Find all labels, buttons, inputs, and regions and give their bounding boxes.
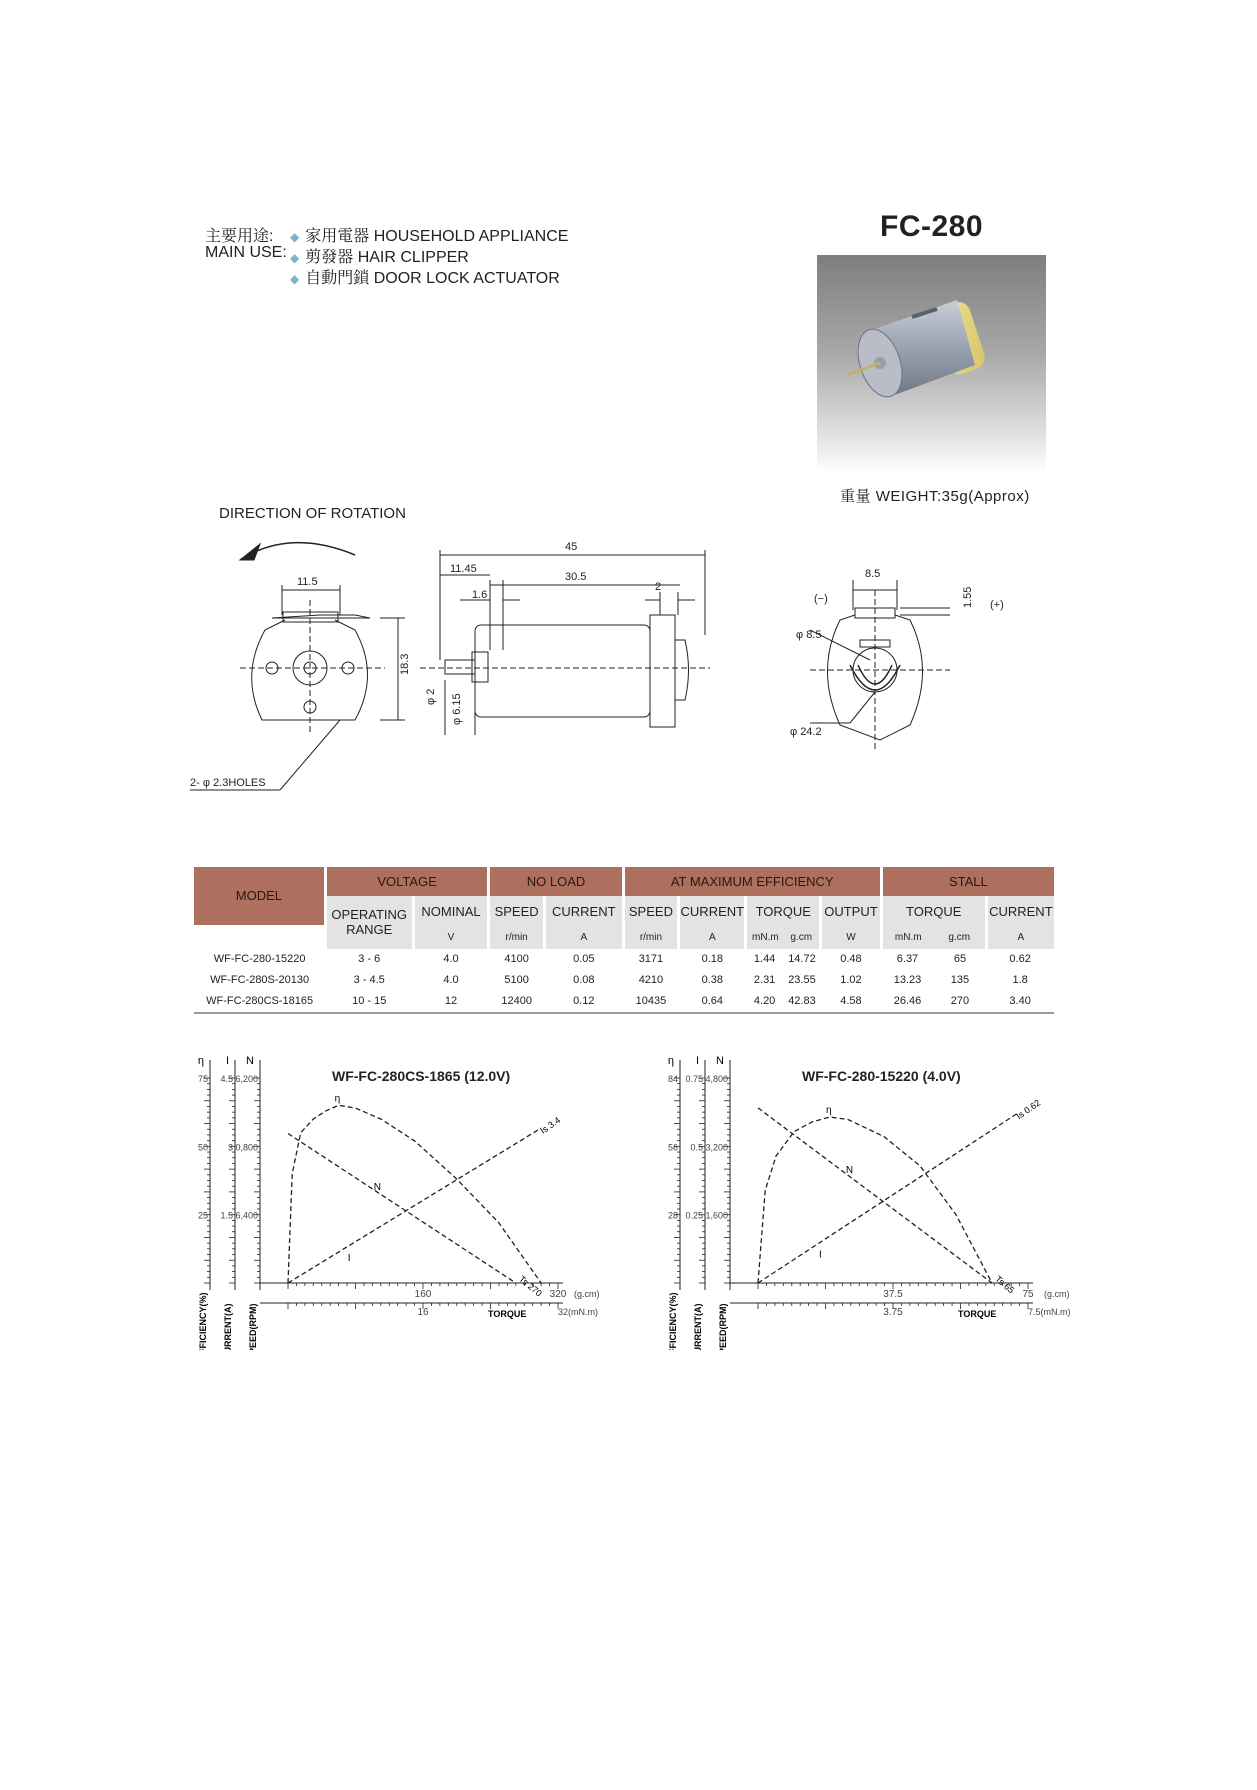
cell-range: 3 - 4.5 xyxy=(353,974,385,986)
efficiency-axis-label: EFFICIENCY(%) xyxy=(668,1292,678,1350)
header-no-load: NO LOAD xyxy=(489,867,623,896)
cell-me-current: 0.18 xyxy=(701,953,724,965)
speed-axis-head: N xyxy=(246,1055,254,1067)
efficiency-tick-label: 84 xyxy=(667,1074,678,1084)
series-line-efficiency xyxy=(288,1105,541,1283)
cell-range: 3 - 6 xyxy=(358,953,381,965)
chart-title: WF-FC-280-15220 (4.0V) xyxy=(802,1068,961,1084)
polarity-plus: (+) xyxy=(990,599,1004,611)
chart-plot xyxy=(660,1050,1080,1350)
speed-tick-label: 6,400 xyxy=(235,1210,258,1221)
cell-st-torque-mnm: 6.37 xyxy=(896,953,919,965)
unit-gcm: g.cm xyxy=(783,926,820,949)
efficiency-axis-head: η xyxy=(197,1055,204,1067)
sub-nl-current: CURRENT xyxy=(544,896,623,926)
cell-me-output: 1.02 xyxy=(840,974,862,986)
x-unit-label: 7.5(mN.m) xyxy=(1028,1307,1071,1317)
unit-a: A xyxy=(544,926,623,949)
series-line-efficiency xyxy=(758,1117,992,1283)
sub-operating-range: OPERATING RANGE xyxy=(325,896,413,949)
technical-drawing xyxy=(190,520,1060,800)
cell-range: 10 - 15 xyxy=(352,995,387,1007)
efficiency-tick-label: 56 xyxy=(667,1142,678,1153)
sub-me-speed: SPEED xyxy=(623,896,679,926)
cell-st-torque-gcm: 65 xyxy=(953,953,967,965)
cell-nl-current: 0.05 xyxy=(573,953,595,965)
efficiency-tick-label: 75 xyxy=(197,1074,208,1084)
dim-rear-width: 8.5 xyxy=(865,568,881,580)
curve-label-current: I xyxy=(819,1249,822,1261)
x-tick-label: 320 xyxy=(549,1289,567,1300)
model-title: FC-280 xyxy=(880,210,984,243)
speed-tick-label: 4,800 xyxy=(705,1074,728,1084)
cell-st-torque-mnm: 13.23 xyxy=(893,974,922,986)
weight-caption: 重量 WEIGHT:35g(Approx) xyxy=(840,488,1030,505)
cell-me-torque-gcm: 14.72 xyxy=(788,953,816,965)
cell-me-current: 0.64 xyxy=(701,995,724,1007)
cell-me-current: 0.38 xyxy=(701,974,724,986)
curve-label-efficiency: η xyxy=(334,1093,341,1105)
current-axis-label: CURRENT(A) xyxy=(223,1303,233,1350)
bullet-icon: ◆ xyxy=(290,230,300,244)
dim-b: 1.6 xyxy=(472,589,488,601)
x-unit-label: 32(mN.m) xyxy=(558,1307,598,1317)
unit-gcm: g.cm xyxy=(934,926,987,949)
header-max-efficiency: AT MAXIMUM EFFICIENCY xyxy=(623,867,881,896)
spec-table xyxy=(194,867,1054,1014)
header-model: MODEL xyxy=(194,867,325,926)
unit-v: V xyxy=(413,926,489,949)
curve-label-current: I xyxy=(347,1252,351,1264)
x-unit-label: (g.cm) xyxy=(1044,1289,1070,1299)
main-use-item-3: ◆ 自動門鎖 DOOR LOCK ACTUATOR xyxy=(290,270,560,287)
cell-me-output: 0.48 xyxy=(840,953,862,965)
efficiency-tick-label: 50 xyxy=(197,1142,208,1153)
unit-rmin: r/min xyxy=(489,926,545,949)
cell-nl-speed: 4100 xyxy=(504,953,529,965)
series-line-current xyxy=(288,1128,541,1283)
speed-tick-label: 0,800 xyxy=(235,1142,258,1153)
header-stall: STALL xyxy=(881,867,1054,896)
main-use-label-en: MAIN USE: xyxy=(205,244,287,261)
dim-boss: φ 6.15 xyxy=(451,693,463,725)
bullet-icon: ◆ xyxy=(290,251,300,265)
speed-tick-label: 3,200 xyxy=(705,1142,728,1153)
cell-st-current: 1.8 xyxy=(1012,974,1028,986)
cell-nl-speed: 12400 xyxy=(501,995,532,1007)
performance-chart-2 xyxy=(660,1050,1080,1350)
current-axis-head: I xyxy=(695,1055,699,1067)
efficiency-tick-label: 28 xyxy=(667,1210,678,1221)
sub-me-output: OUTPUT xyxy=(821,896,882,926)
table-row xyxy=(194,949,1054,970)
curve-label-stall-torque: Ts 270 xyxy=(517,1273,544,1299)
cell-me-torque-gcm: 42.83 xyxy=(788,995,816,1007)
cell-me-torque-mnm: 2.31 xyxy=(753,974,776,986)
cell-st-current: 0.62 xyxy=(1009,953,1031,965)
series-line-speed xyxy=(758,1108,992,1283)
cell-me-torque-mnm: 4.20 xyxy=(753,995,776,1007)
cell-nl-current: 0.08 xyxy=(573,974,595,986)
cell-st-current: 3.40 xyxy=(1009,995,1031,1007)
dim-body: 30.5 xyxy=(565,571,587,583)
current-axis-label: CURRENT(A) xyxy=(693,1303,703,1350)
polarity-minus: (−) xyxy=(814,593,828,605)
unit-rmin: r/min xyxy=(623,926,679,949)
unit-w: W xyxy=(821,926,882,949)
cell-st-torque-gcm: 270 xyxy=(950,995,970,1007)
main-use-item-1: ◆ 家用電器 HOUSEHOLD APPLIANCE xyxy=(290,228,569,245)
speed-axis-label: SPEED(RPM) xyxy=(248,1303,258,1350)
x-tick-label: 3.75 xyxy=(883,1307,903,1318)
x-tick-label: 37.5 xyxy=(883,1289,903,1300)
curve-label-stall-current: Is 0.62 xyxy=(1014,1097,1043,1122)
current-tick-label: 1.5 xyxy=(220,1210,233,1221)
dim-outer: φ 24.2 xyxy=(790,726,822,738)
cell-me-torque-mnm: 1.44 xyxy=(753,953,776,965)
cell-st-torque-gcm: 135 xyxy=(950,974,970,986)
dim-inner: φ 8.5 xyxy=(796,629,822,641)
sub-me-torque: TORQUE xyxy=(746,896,821,926)
efficiency-axis-head: η xyxy=(667,1055,674,1067)
x-tick-label: 16 xyxy=(417,1307,429,1318)
cell-me-speed: 10435 xyxy=(635,995,667,1007)
efficiency-axis-label: EFFICIENCY(%) xyxy=(198,1292,208,1350)
sub-nominal: NOMINAL xyxy=(413,896,489,926)
efficiency-tick-label: 25 xyxy=(197,1210,208,1221)
cell-model: WF-FC-280-15220 xyxy=(213,953,306,965)
current-tick-label: 0.5 xyxy=(690,1142,703,1153)
current-tick-label: 0.75 xyxy=(685,1074,703,1084)
motor-photo xyxy=(817,255,1046,473)
unit-mnm: mN.m xyxy=(746,926,783,949)
x-tick-label: 160 xyxy=(414,1289,432,1300)
current-axis-head: I xyxy=(225,1055,229,1067)
cell-nl-current: 0.12 xyxy=(573,995,595,1007)
cell-nominal: 4.0 xyxy=(443,974,459,986)
chart-plot xyxy=(190,1050,610,1350)
header-voltage: VOLTAGE xyxy=(325,867,489,896)
cell-st-torque-mnm: 26.46 xyxy=(893,995,922,1007)
dim-holes: 2- φ 2.3HOLES xyxy=(190,777,266,789)
unit-a: A xyxy=(679,926,746,949)
x-axis-label: TORQUE xyxy=(958,1309,997,1319)
curve-label-stall-torque: Ts 65 xyxy=(993,1273,1017,1296)
dim-c: 2 xyxy=(655,581,662,593)
speed-tick-label: 1,600 xyxy=(705,1210,728,1221)
speed-tick-label: 6,200 xyxy=(235,1074,258,1084)
main-use-item-2: ◆ 剪發器 HAIR CLIPPER xyxy=(290,249,469,266)
curve-label-stall-current: Is 3.4 xyxy=(538,1114,563,1136)
sub-st-current: CURRENT xyxy=(986,896,1054,926)
current-tick-label: 0.25 xyxy=(685,1210,703,1221)
dim-front-height: 18.3 xyxy=(399,653,411,675)
current-tick-label: 3 xyxy=(227,1142,233,1153)
cell-me-torque-gcm: 23.55 xyxy=(788,974,816,986)
unit-a: A xyxy=(986,926,1054,949)
dim-rear-offset: 1.55 xyxy=(962,586,974,608)
cell-nl-speed: 5100 xyxy=(504,974,529,986)
cell-nominal: 12 xyxy=(444,995,458,1007)
dim-overall: 45 xyxy=(565,541,578,553)
dim-shaft: φ 2 xyxy=(425,688,437,705)
curve-label-efficiency: η xyxy=(826,1105,832,1117)
cell-me-speed: 4210 xyxy=(638,974,664,986)
curve-label-speed: N xyxy=(845,1165,854,1177)
curve-label-speed: N xyxy=(373,1181,381,1193)
sub-nl-speed: SPEED xyxy=(489,896,545,926)
x-unit-label: (g.cm) xyxy=(574,1289,600,1299)
main-use-label-cn: 主要用途: xyxy=(205,228,274,245)
speed-axis-label: SPEED(RPM) xyxy=(718,1303,728,1350)
dim-front-width: 11.5 xyxy=(297,576,318,588)
current-tick-label: 4.5 xyxy=(220,1074,233,1084)
sub-me-current: CURRENT xyxy=(679,896,746,926)
chart-title: WF-FC-280CS-1865 (12.0V) xyxy=(332,1068,511,1084)
cell-nominal: 4.0 xyxy=(443,953,459,965)
direction-label: DIRECTION OF ROTATION xyxy=(219,505,406,522)
series-line-speed xyxy=(288,1134,516,1284)
cell-me-output: 4.58 xyxy=(840,995,862,1007)
x-axis-label: TORQUE xyxy=(488,1309,527,1319)
table-row xyxy=(194,970,1054,991)
dim-a: 11.45 xyxy=(450,563,477,575)
unit-mnm: mN.m xyxy=(881,926,934,949)
bullet-icon: ◆ xyxy=(290,272,300,286)
speed-axis-head: N xyxy=(716,1055,724,1067)
x-tick-label: 75 xyxy=(1022,1289,1034,1300)
cell-me-speed: 3171 xyxy=(638,953,664,965)
cell-model: WF-FC-280S-20130 xyxy=(210,974,310,986)
cell-model: WF-FC-280CS-18165 xyxy=(206,995,314,1007)
sub-st-torque: TORQUE xyxy=(881,896,986,926)
performance-chart-1 xyxy=(190,1050,610,1350)
table-row xyxy=(194,991,1054,1013)
